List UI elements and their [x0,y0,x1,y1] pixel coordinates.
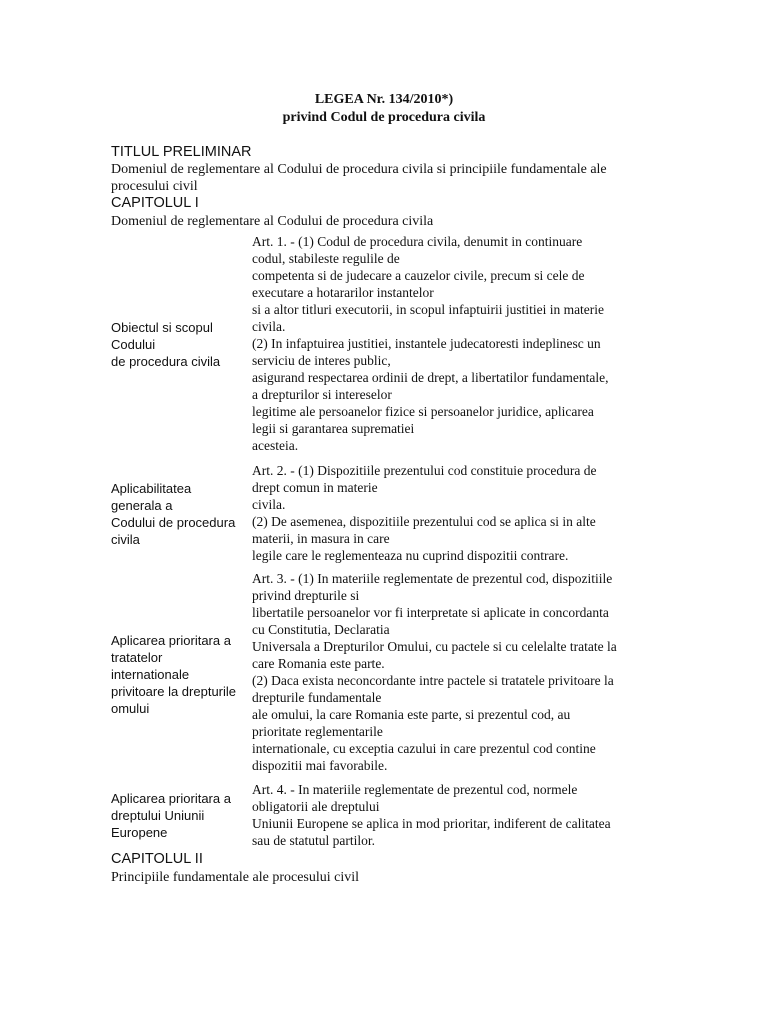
article-1-text: Art. 1. - (1) Codul de procedura civila, denumit in continuare codul, stabileste regulile de competenta si de judecare a cauzelor civile, precum si cele de executare a hotararilor instantelor si a altor titluri executorii, in scopul infaptuirii justitiei in materie civila. (2) In infaptuirea justitiei, instantele judecatoresti indeplinesc un serviciu de interes public, asigurand respectarea ordinii de drept, a libertatilor fundamentale, a drepturilor si intereselor legitime ale persoanelor fizice si persoanelor juridice, aplicarea legii si garantarea suprematiei acesteia. [252,234,609,453]
domain-line-1: Domeniul de reglementare al Codului de procedura civila si principiile fundamentale ale [111,162,607,177]
capitolul-2-heading: CAPITOLUL II [111,851,203,867]
titlul-preliminar-heading: TITLUL PRELIMINAR [111,144,252,160]
article-4-label: Aplicarea prioritara a dreptului Uniunii Europene [111,791,231,840]
article-1-label: Obiectul si scopul Codului de procedura civila [111,320,221,369]
domain-line-2: procesului civil [111,179,198,194]
capitolul-1-heading: CAPITOLUL I [111,195,199,211]
capitolul-1-subtitle: Domeniul de reglementare al Codului de procedura civila [111,214,434,229]
article-2-text: Art. 2. - (1) Dispozitiile prezentului cod constituie procedura de drept comun in materie civila. (2) De asemenea, dispozitiile prezentului cod se aplica si in alte materii, in masura in care legile care le reglementeaza nu cuprind dispozitii contrare. [252,463,597,563]
article-2-label: Aplicabilitatea generala a Codului de procedura civila [111,481,236,547]
article-3-label: Aplicarea prioritara a tratatelor internationale privitoare la drepturile omului [111,633,237,716]
law-title [0,91,768,127]
law-title-number: LEGEA Nr. 134/2010*) [314,92,454,107]
capitolul-2-subtitle: Principiile fundamentale ale procesului civil [111,870,360,885]
article-3-text: Art. 3. - (1) In materiile reglementate de prezentul cod, dispozitiile privind drepturile si libertatile persoanelor vor fi interpretate si aplicate in concordanta cu Constitutia, Declaratia Universala a Drepturilor Omului, cu pactele si cu celelalte tratate la care Romania este parte. (2) Daca exista neconcordante intre pactele si tratatele privitoare la drepturile fundamentale ale omului, la care Romania este parte, si prezentul cod, au prioritate reglementarile internationale, cu exceptia cazului in care prezentul cod contine dispozitii mai favorabile. [252,571,617,773]
article-4-text: Art. 4. - In materiile reglementate de prezentul cod, normele obligatorii ale dreptului Uniunii Europene se aplica in mod prioritar, indiferent de calitatea sau de statutul partilor. [252,782,611,848]
law-title-subject: privind Codul de procedura civila [282,110,486,125]
